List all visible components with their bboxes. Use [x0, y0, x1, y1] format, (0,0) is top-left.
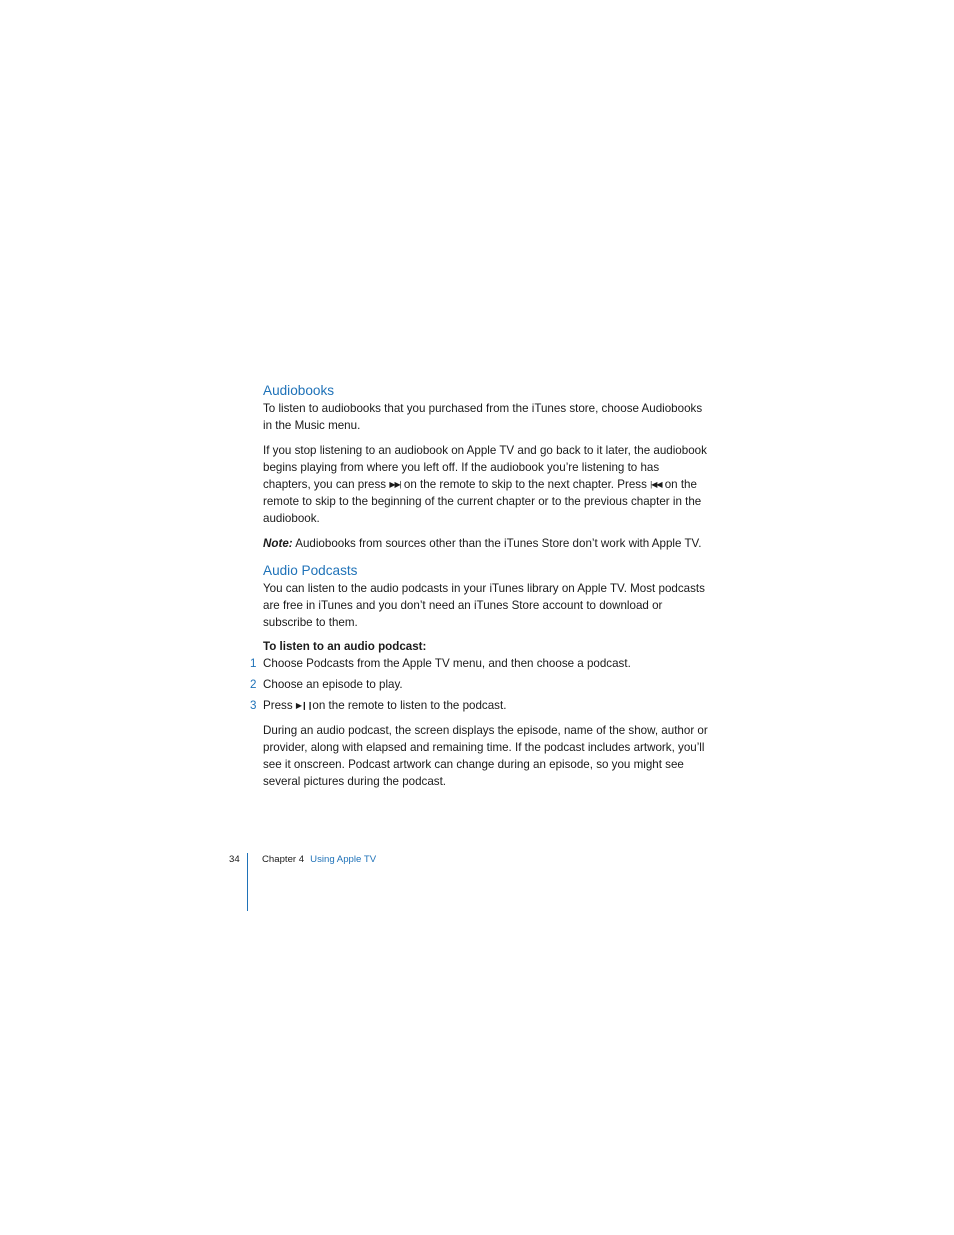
page-content — [250, 382, 708, 790]
step-text-a: Press — [263, 699, 296, 712]
note-label: Note: — [263, 537, 293, 550]
step-number: 1 — [250, 657, 257, 670]
audiobooks-note — [263, 535, 708, 552]
footer-divider — [247, 853, 248, 911]
list-item — [250, 655, 708, 672]
audio-podcasts-section — [250, 562, 708, 790]
audiobooks-chapters-text-c: on the remote to skip to the beginning of the current chapter or to the previous chapter in the audiobook. — [263, 478, 702, 525]
next-chapter-icon: ▶▶| — [389, 480, 401, 489]
audiobooks-heading: Audiobooks — [263, 383, 335, 398]
podcast-steps-list — [250, 655, 708, 714]
task-title: To listen to an audio podcast: — [263, 640, 427, 653]
play-pause-icon: ▶❙❙ — [295, 701, 313, 710]
note-text: Audiobooks from sources other than the iTunes Store don’t work with Apple TV. — [295, 537, 702, 550]
chapter-title: Using Apple TV — [310, 854, 377, 865]
audiobooks-section — [263, 382, 708, 552]
page-number: 34 — [229, 854, 240, 865]
list-item — [250, 697, 708, 714]
audiobooks-intro-paragraph: To listen to audiobooks that you purchased from the iTunes store, choose Audiobooks in the Music menu. — [263, 402, 703, 432]
step-text: Choose an episode to play. — [263, 678, 403, 691]
list-item — [250, 676, 708, 693]
audio-podcasts-heading: Audio Podcasts — [263, 563, 358, 578]
step-number: 2 — [250, 678, 257, 691]
chapter-label: Chapter 4 — [262, 854, 305, 865]
step-number: 3 — [250, 699, 257, 712]
podcasts-intro-paragraph: You can listen to the audio podcasts in your iTunes library on Apple TV. Most podcasts are free in iTunes and you don’t need an iTunes Store account to download or subscribe to them. — [263, 582, 705, 629]
previous-chapter-icon: |◀◀ — [650, 480, 662, 489]
step-text-b: on the remote to listen to the podcast. — [312, 699, 507, 712]
audiobooks-chapters-paragraph — [263, 442, 708, 527]
audiobooks-chapters-text-a: If you stop listening to an audiobook on Apple TV and go back to it later, the audiobook begins playing from where you left off. If the audiobook you’re listening to has chapters, you can press — [263, 444, 707, 491]
podcasts-display-paragraph: During an audio podcast, the screen displays the episode, name of the show, author or provider, along with elapsed and remaining time. If the podcast includes artwork, you’ll see it onscreen. Podcast artwork can change during an episode, so you might see several pictures during the podcast. — [263, 724, 708, 788]
audiobooks-chapters-text-b: on the remote to skip to the next chapter. Press — [400, 478, 651, 491]
step-text: Choose Podcasts from the Apple TV menu, and then choose a podcast. — [263, 657, 631, 670]
chapter-footer — [262, 853, 376, 867]
